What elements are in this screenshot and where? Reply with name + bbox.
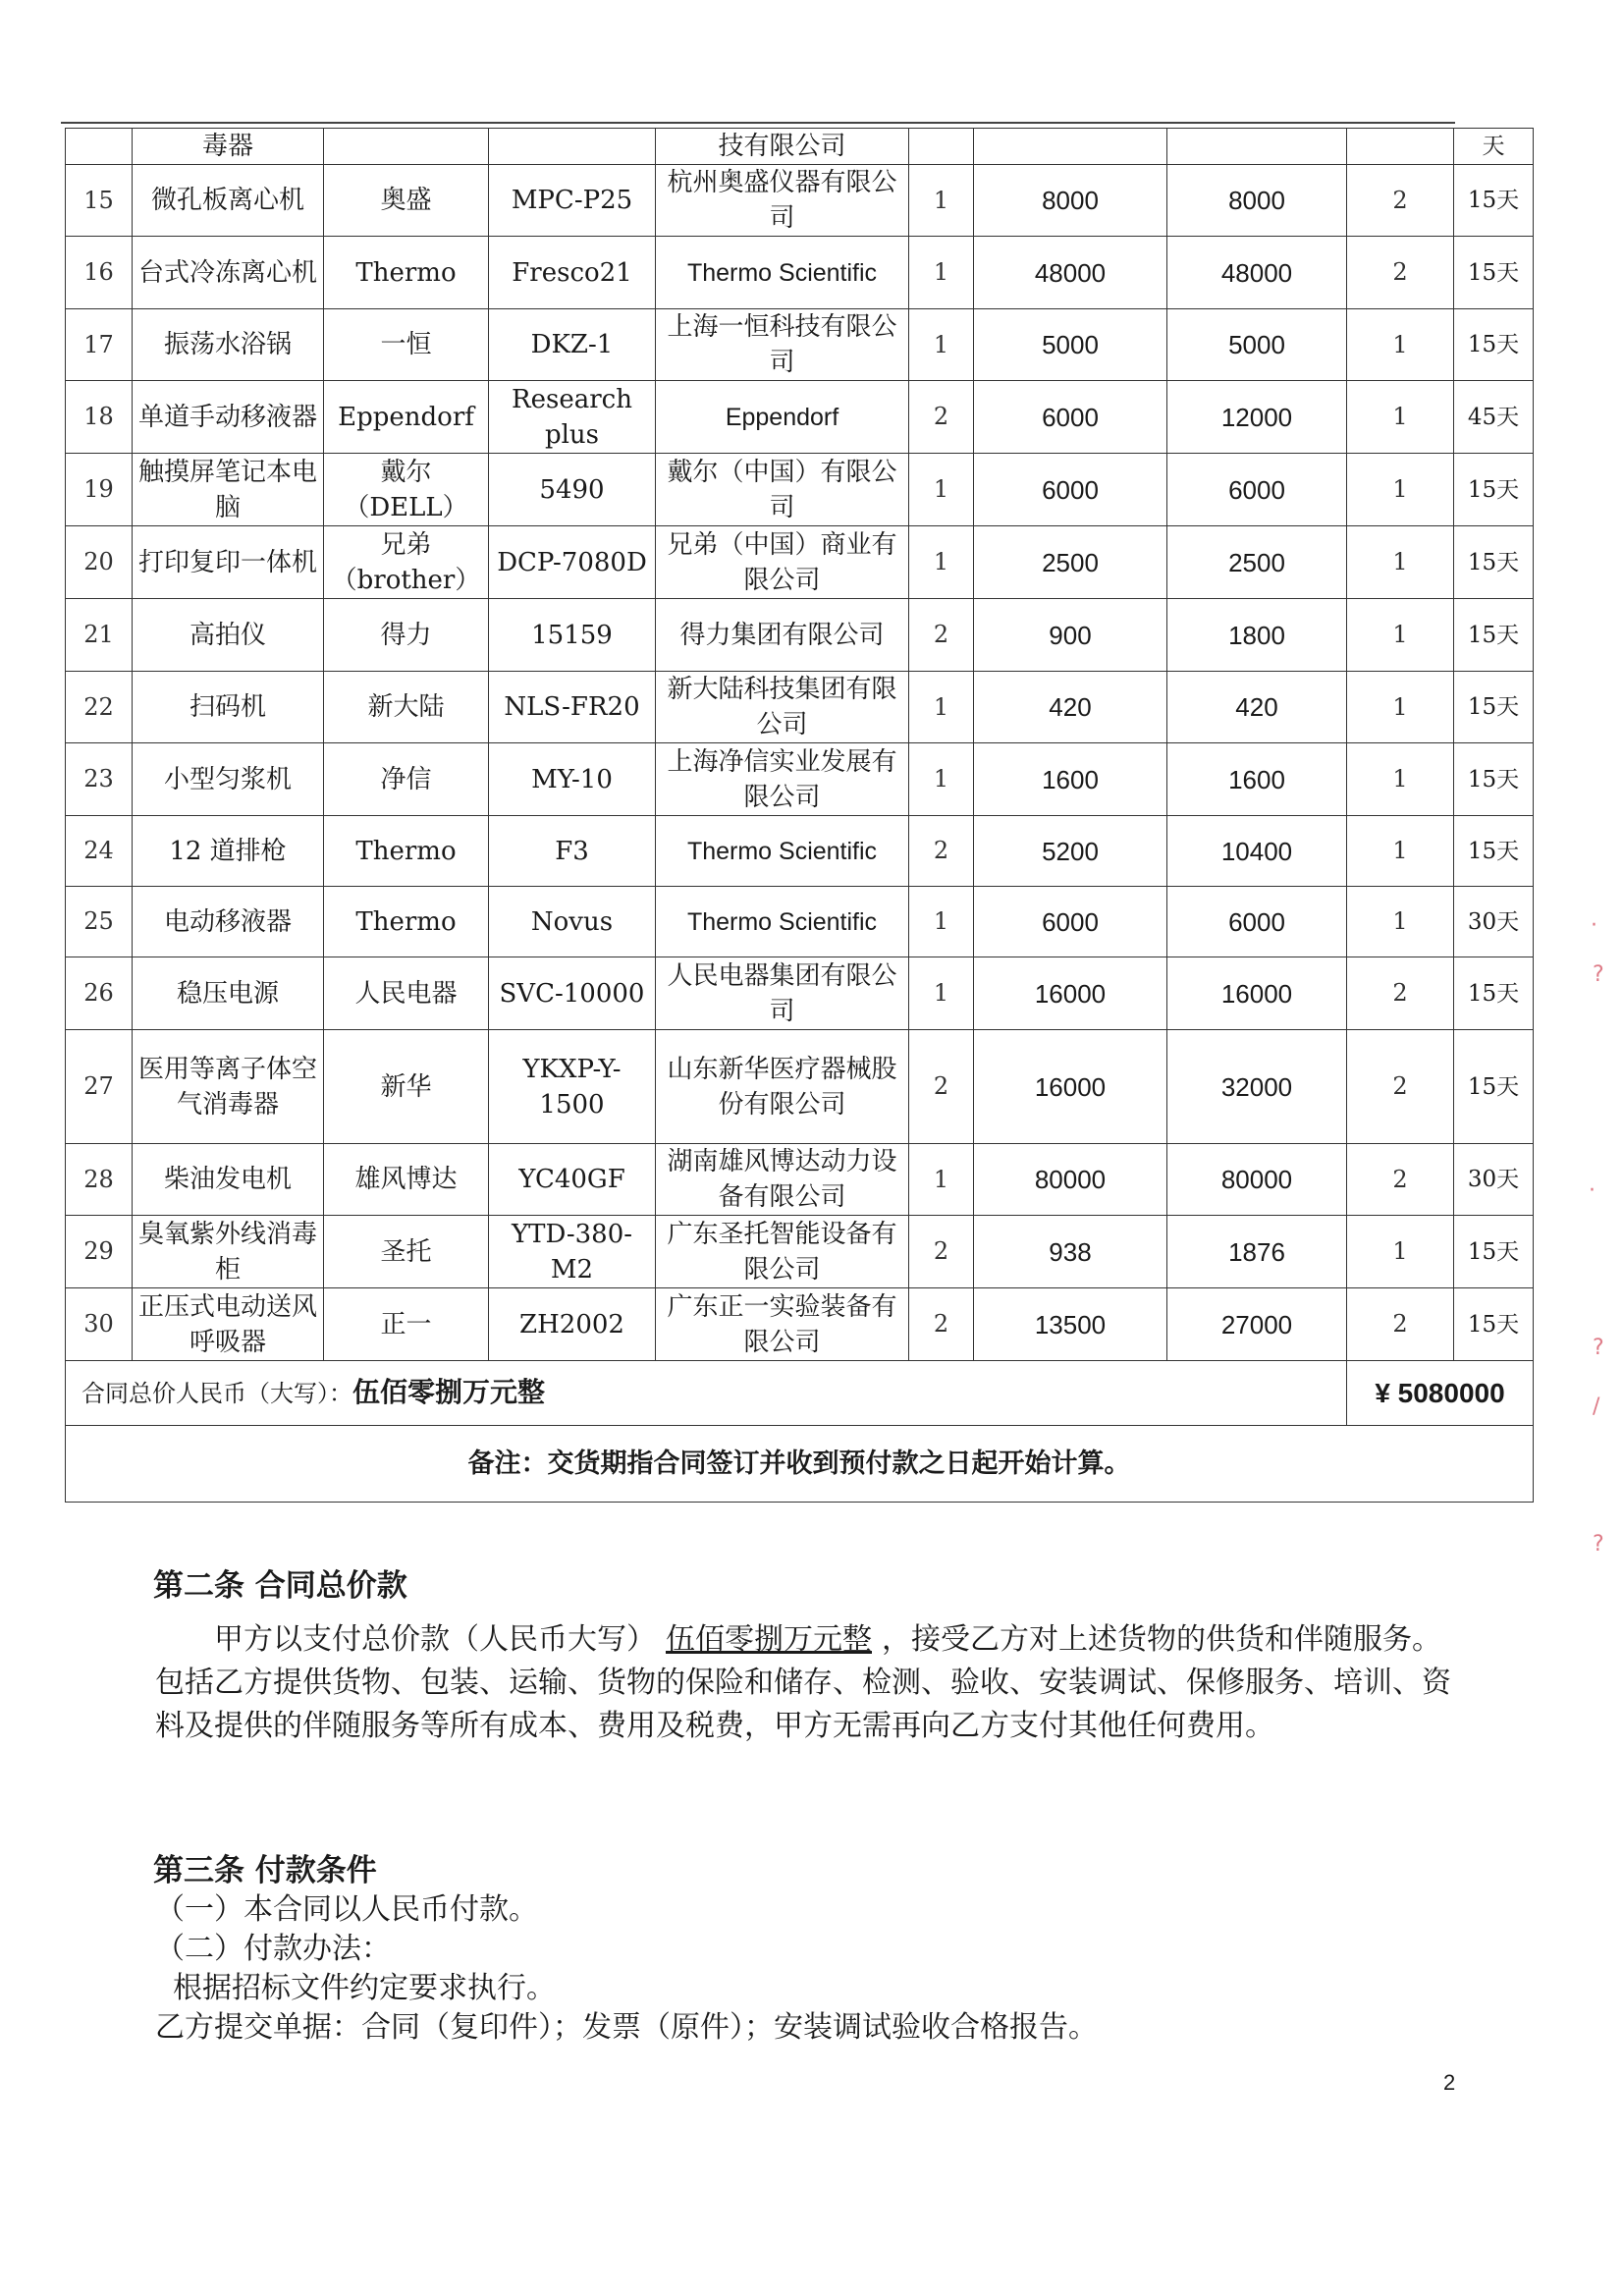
item-total-price: 8000: [1167, 165, 1347, 237]
row-number: 18: [66, 381, 133, 454]
item-model: F3: [489, 816, 656, 887]
goods-table: [65, 128, 1534, 1503]
article2-body: [155, 1618, 1461, 1748]
row-number: 30: [66, 1288, 133, 1361]
item-delivery-days: 30天: [1454, 887, 1534, 957]
item-unit-price: 8000: [974, 165, 1167, 237]
item-unit-price: 16000: [974, 1030, 1167, 1144]
item-name: 打印复印一体机: [133, 526, 324, 599]
item-maker: 上海一恒科技有限公司: [656, 309, 909, 381]
item-brand: Eppendorf: [324, 381, 489, 454]
item-model: [489, 129, 656, 165]
item-delivery-days: 15天: [1454, 165, 1534, 237]
item-total-price: 1600: [1167, 743, 1347, 816]
item-maker: 戴尔（中国）有限公司: [656, 454, 909, 526]
item-count: 2: [1347, 1144, 1454, 1216]
item-unit-price: 5000: [974, 309, 1167, 381]
table-row: [66, 129, 1534, 165]
item-model: MPC-P25: [489, 165, 656, 237]
row-number: 22: [66, 672, 133, 743]
item-quantity: 1: [909, 237, 974, 309]
table-row: [66, 743, 1534, 816]
item-unit-price: 2500: [974, 526, 1167, 599]
table-row: [66, 165, 1534, 237]
item-quantity: 2: [909, 1216, 974, 1288]
total-row: [66, 1361, 1534, 1426]
total-amount: ¥ 5080000: [1347, 1361, 1534, 1426]
article3-line3: 根据招标文件约定要求执行。: [173, 1971, 556, 2005]
item-quantity: 1: [909, 454, 974, 526]
article2-amount-words: 伍佰零捌万元整: [666, 1622, 872, 1657]
item-name: 臭氧紫外线消毒柜: [133, 1216, 324, 1288]
item-delivery-days: 15天: [1454, 526, 1534, 599]
item-quantity: 2: [909, 1030, 974, 1144]
item-model: Novus: [489, 887, 656, 957]
row-number: 16: [66, 237, 133, 309]
item-count: 1: [1347, 816, 1454, 887]
item-maker: 上海净信实业发展有限公司: [656, 743, 909, 816]
item-model: SVC-10000: [489, 957, 656, 1030]
item-model: YKXP-Y-1500: [489, 1030, 656, 1144]
item-name: 正压式电动送风呼吸器: [133, 1288, 324, 1361]
item-maker: 新大陆科技集团有限公司: [656, 672, 909, 743]
item-total-price: 48000: [1167, 237, 1347, 309]
page-number: 2: [1443, 2070, 1456, 2095]
item-total-price: 12000: [1167, 381, 1347, 454]
row-number: 25: [66, 887, 133, 957]
seal-fragment-4: ?: [1593, 1336, 1604, 1360]
item-unit-price: 13500: [974, 1288, 1167, 1361]
item-name: 毒器: [133, 129, 324, 165]
item-maker: 兄弟（中国）商业有限公司: [656, 526, 909, 599]
item-total-price: 27000: [1167, 1288, 1347, 1361]
item-delivery-days: 15天: [1454, 743, 1534, 816]
item-quantity: 2: [909, 1288, 974, 1361]
item-count: 1: [1347, 743, 1454, 816]
row-number: 24: [66, 816, 133, 887]
total-label-cell: [66, 1361, 1347, 1426]
item-delivery-days: 45天: [1454, 381, 1534, 454]
item-delivery-days: 30天: [1454, 1144, 1534, 1216]
item-name: 台式冷冻离心机: [133, 237, 324, 309]
item-delivery-days: 15天: [1454, 1288, 1534, 1361]
item-brand: [324, 129, 489, 165]
item-quantity: 1: [909, 887, 974, 957]
item-delivery-days: 15天: [1454, 1030, 1534, 1144]
item-maker: Thermo Scientific: [656, 887, 909, 957]
item-maker: Eppendorf: [656, 381, 909, 454]
item-total-price: 32000: [1167, 1030, 1347, 1144]
article2-post: ，接受乙方对上述货物的供货和伴随服务。包括乙方提供货物、包装、运输、货物的保险和储存、检测、验收、安装调试、保修服务、培训、资料及提供的伴随服务等所有成本、费用及税费，甲方无需再向乙方支付其他任何费用。: [155, 1622, 1451, 1743]
item-name: 触摸屏笔记本电脑: [133, 454, 324, 526]
item-model: Fresco21: [489, 237, 656, 309]
item-delivery-days: 15天: [1454, 599, 1534, 672]
item-model: Research plus: [489, 381, 656, 454]
item-model: 5490: [489, 454, 656, 526]
item-count: 2: [1347, 237, 1454, 309]
item-name: 小型匀浆机: [133, 743, 324, 816]
table-top-rule: [61, 122, 1455, 124]
item-delivery-days: 15天: [1454, 309, 1534, 381]
item-name: 高拍仪: [133, 599, 324, 672]
item-brand: Thermo: [324, 237, 489, 309]
table-row: [66, 1030, 1534, 1144]
table-row: [66, 957, 1534, 1030]
table-row: [66, 887, 1534, 957]
item-quantity: 1: [909, 957, 974, 1030]
item-maker: 杭州奥盛仪器有限公司: [656, 165, 909, 237]
item-name: 单道手动移液器: [133, 381, 324, 454]
item-model: DCP-7080D: [489, 526, 656, 599]
item-name: 扫码机: [133, 672, 324, 743]
table-row: [66, 526, 1534, 599]
item-count: 1: [1347, 526, 1454, 599]
table-row: [66, 1216, 1534, 1288]
item-count: 2: [1347, 165, 1454, 237]
item-name: 医用等离子体空气消毒器: [133, 1030, 324, 1144]
item-total-price: 1800: [1167, 599, 1347, 672]
item-maker: 湖南雄风博达动力设备有限公司: [656, 1144, 909, 1216]
item-model: YTD-380-M2: [489, 1216, 656, 1288]
note-row: [66, 1426, 1534, 1503]
item-total-price: 6000: [1167, 887, 1347, 957]
table-row: [66, 454, 1534, 526]
item-brand: 人民电器: [324, 957, 489, 1030]
table-row: [66, 672, 1534, 743]
article2-pre: 甲方以支付总价款（人民币大写）: [214, 1622, 656, 1657]
item-count: 1: [1347, 381, 1454, 454]
item-name: 12 道排枪: [133, 816, 324, 887]
row-number: 28: [66, 1144, 133, 1216]
item-count: 1: [1347, 887, 1454, 957]
item-brand: 正一: [324, 1288, 489, 1361]
article2-heading: 第二条 合同总价款: [153, 1568, 407, 1604]
item-name: 稳压电源: [133, 957, 324, 1030]
row-number: 15: [66, 165, 133, 237]
item-total-price: 16000: [1167, 957, 1347, 1030]
item-delivery-days: 天: [1454, 129, 1534, 165]
item-quantity: 2: [909, 381, 974, 454]
total-words: 伍佰零捌万元整: [352, 1376, 546, 1408]
item-count: 2: [1347, 1030, 1454, 1144]
item-unit-price: 6000: [974, 381, 1167, 454]
total-label: 合同总价人民币（大写）：: [81, 1380, 352, 1407]
row-number: [66, 129, 133, 165]
item-model: YC40GF: [489, 1144, 656, 1216]
item-unit-price: 420: [974, 672, 1167, 743]
item-count: 1: [1347, 1216, 1454, 1288]
item-model: NLS-FR20: [489, 672, 656, 743]
item-total-price: 10400: [1167, 816, 1347, 887]
item-brand: Thermo: [324, 887, 489, 957]
article3-line2: （二）付款办法：: [155, 1932, 391, 1966]
item-maker: 技有限公司: [656, 129, 909, 165]
table-row: [66, 1288, 1534, 1361]
item-maker: Thermo Scientific: [656, 237, 909, 309]
item-quantity: [909, 129, 974, 165]
item-unit-price: 6000: [974, 454, 1167, 526]
seal-fragment-1: ·: [1591, 913, 1597, 938]
seal-fragment-3: ·: [1589, 1178, 1596, 1203]
item-quantity: 2: [909, 816, 974, 887]
item-brand: Thermo: [324, 816, 489, 887]
item-maker: Thermo Scientific: [656, 816, 909, 887]
row-number: 27: [66, 1030, 133, 1144]
table-row: [66, 381, 1534, 454]
item-brand: 奥盛: [324, 165, 489, 237]
item-brand: 得力: [324, 599, 489, 672]
item-total-price: 5000: [1167, 309, 1347, 381]
item-quantity: 1: [909, 526, 974, 599]
item-brand: 兄弟（brother）: [324, 526, 489, 599]
seal-fragment-6: ?: [1593, 1532, 1604, 1557]
item-count: 2: [1347, 1288, 1454, 1361]
item-brand: 戴尔（DELL）: [324, 454, 489, 526]
item-quantity: 1: [909, 743, 974, 816]
item-count: 1: [1347, 672, 1454, 743]
item-count: 1: [1347, 599, 1454, 672]
item-model: DKZ-1: [489, 309, 656, 381]
item-brand: 新华: [324, 1030, 489, 1144]
item-brand: 雄风博达: [324, 1144, 489, 1216]
item-name: 电动移液器: [133, 887, 324, 957]
item-unit-price: 6000: [974, 887, 1167, 957]
item-unit-price: 1600: [974, 743, 1167, 816]
seal-fragment-5: /: [1593, 1394, 1600, 1419]
seal-fragment-2: ?: [1593, 962, 1604, 987]
item-name: 柴油发电机: [133, 1144, 324, 1216]
item-total-price: 1876: [1167, 1216, 1347, 1288]
item-count: 1: [1347, 309, 1454, 381]
item-unit-price: 5200: [974, 816, 1167, 887]
item-unit-price: 48000: [974, 237, 1167, 309]
item-brand: 新大陆: [324, 672, 489, 743]
article3-line1: （一）本合同以人民币付款。: [155, 1892, 538, 1927]
item-quantity: 1: [909, 672, 974, 743]
item-delivery-days: 15天: [1454, 454, 1534, 526]
item-delivery-days: 15天: [1454, 957, 1534, 1030]
item-total-price: 420: [1167, 672, 1347, 743]
article3-line4: 乙方提交单据：合同（复印件）；发票（原件）；安装调试验收合格报告。: [155, 2010, 1098, 2045]
table-row: [66, 816, 1534, 887]
item-maker: 山东新华医疗器械股份有限公司: [656, 1030, 909, 1144]
item-unit-price: 938: [974, 1216, 1167, 1288]
item-total-price: [1167, 129, 1347, 165]
item-quantity: 2: [909, 599, 974, 672]
item-unit-price: 80000: [974, 1144, 1167, 1216]
table-row: [66, 237, 1534, 309]
item-maker: 人民电器集团有限公司: [656, 957, 909, 1030]
item-brand: 净信: [324, 743, 489, 816]
item-unit-price: 16000: [974, 957, 1167, 1030]
article3-heading: 第三条 付款条件: [153, 1853, 377, 1888]
row-number: 21: [66, 599, 133, 672]
item-total-price: 2500: [1167, 526, 1347, 599]
item-brand: 圣托: [324, 1216, 489, 1288]
item-count: 1: [1347, 454, 1454, 526]
row-number: 23: [66, 743, 133, 816]
item-count: [1347, 129, 1454, 165]
item-maker: 广东圣托智能设备有限公司: [656, 1216, 909, 1288]
table-row: [66, 1144, 1534, 1216]
item-maker: 得力集团有限公司: [656, 599, 909, 672]
item-delivery-days: 15天: [1454, 237, 1534, 309]
table-row: [66, 599, 1534, 672]
item-delivery-days: 15天: [1454, 816, 1534, 887]
item-model: ZH2002: [489, 1288, 656, 1361]
item-quantity: 1: [909, 1144, 974, 1216]
item-unit-price: 900: [974, 599, 1167, 672]
item-quantity: 1: [909, 309, 974, 381]
row-number: 29: [66, 1216, 133, 1288]
item-total-price: 6000: [1167, 454, 1347, 526]
row-number: 19: [66, 454, 133, 526]
item-name: 微孔板离心机: [133, 165, 324, 237]
item-model: 15159: [489, 599, 656, 672]
item-total-price: 80000: [1167, 1144, 1347, 1216]
item-unit-price: [974, 129, 1167, 165]
item-delivery-days: 15天: [1454, 672, 1534, 743]
item-count: 2: [1347, 957, 1454, 1030]
table-row: [66, 309, 1534, 381]
delivery-note: 备注：交货期指合同签订并收到预付款之日起开始计算。: [66, 1426, 1534, 1503]
item-delivery-days: 15天: [1454, 1216, 1534, 1288]
item-model: MY-10: [489, 743, 656, 816]
goods-table-body: [66, 129, 1534, 1361]
row-number: 20: [66, 526, 133, 599]
row-number: 17: [66, 309, 133, 381]
item-name: 振荡水浴锅: [133, 309, 324, 381]
item-brand: 一恒: [324, 309, 489, 381]
item-quantity: 1: [909, 165, 974, 237]
item-maker: 广东正一实验装备有限公司: [656, 1288, 909, 1361]
row-number: 26: [66, 957, 133, 1030]
